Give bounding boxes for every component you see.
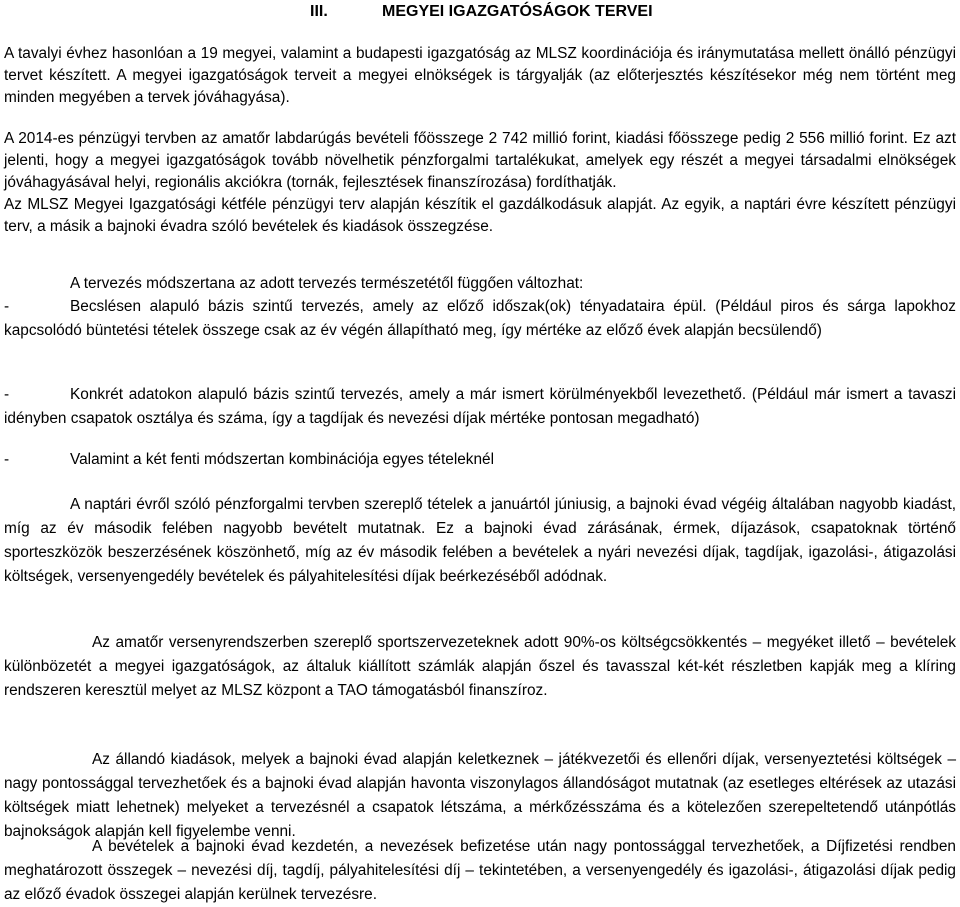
paragraph-revenues: A bevételek a bajnoki évad kezdetén, a nevezések befizetése után nagy pontossággal tervezhetőek, a Díjfizetési rendben meghatározott összegek – nevezési díj, tagdíj, pályahitelesítési díj – tekintetében, a versenyengedély és igazolási-, átigazolási díjak pedig az előző évadok összegei alapján kerülnek tervezésre. [4,838,956,903]
methodology-intro: A tervezés módszertana az adott tervezés természetétől függően változhat: [70,275,584,292]
section-title: MEGYEI IGAZGATÓSÁGOK TERVEI [382,3,653,20]
bullet-item-estimate [4,295,956,343]
bullet-item-combination [4,448,956,472]
bullet-text: Becslésen alapuló bázis szintű tervezés, amely az előző időszak(ok) tényadataira épül. (Például piros és sárga lapokhoz kapcsolódó büntetési tételek összege csak az év végén állapítható meg, így mértéke az előző évek alapján becsülendő) [4,298,956,339]
paragraph-budget-main: A 2014-es pénzügyi tervben az amatőr labdarúgás bevételi főösszege 2 742 millió forint, kiadási főösszege pedig 2 556 millió forint. Ez azt jelenti, hogy a megyei igazgatóságok tovább növelhetik pénzforgalmi tartalékukat, amelyek egy részét a megyei társadalmi elnökségek jóváhagyásával helyi, regionális akciókra (tornák, fejlesztések finanszírozása) fordíthatják. [4,130,956,191]
bullet-text: Konkrét adatokon alapuló bázis szintű tervezés, amely a már ismert körülményekből levezethető. (Például már ismert a tavaszi idényben csapatok osztálya és száma, így a tagdíjak és nevezési díjak mértéke pontosan megadható) [4,386,956,427]
bullet-dash: - [4,451,10,468]
section-number: III. [310,3,328,20]
paragraph-budget [4,128,956,238]
paragraph-fixed-costs: Az állandó kiadások, melyek a bajnoki évad alapján keletkeznek – játékvezetői és ellenőri díjak, versenyeztetési költségek – nagy pontossággal tervezhetőek és a bajnoki évad alapján havonta viszonylagos állandóságot mutatnak (az esetleges eltérések az utazási költségek miatt lehetnek) melyeket a tervezésnél a csapatok létszáma, a mérkőzésszáma és a kötelezően szerepeltetendő utánpótlás bajnokságok alapján kell figyelembe venni. [4,751,956,840]
bullet-dash: - [4,386,10,403]
bullet-dash: - [4,298,10,315]
paragraph-cost-reduction: Az amatőr versenyrendszerben szereplő sportszervezeteknek adott 90%-os költségcsökkentés – megyéket illető – bevételek különbözetét a megyei igazgatóságok, az általuk kiállított számlák alapján őszel és tavasszal két-két részletben kapják meg a klíring rendszeren keresztül melyet az MLSZ központ a TAO támogatásból finanszíroz. [4,634,956,699]
bullet-item-concrete [4,383,956,431]
paragraph-budget-types: Az MLSZ Megyei Igazgatósági kétféle pénzügyi terv alapján készítik el gazdálkodásuk alapját. Az egyik, a naptári évre készített pénzügyi terv, a másik a bajnoki évadra szóló bevételek és kiadások összegzése. [4,196,956,235]
paragraph-methodology [4,272,956,295]
paragraph-intro: A tavalyi évhez hasonlóan a 19 megyei, valamint a budapesti igazgatóság az MLSZ koordinációja és iránymutatása mellett önálló pénzügyi tervet készített. A megyei igazgatóságok terveit a megyei elnökségek is tárgyalják (az előterjesztés készítésekor még nem történt meg minden megyében a tervek jóváhagyása). [4,45,956,106]
section-heading [310,3,653,21]
bullet-text: Valamint a két fenti módszertan kombinációja egyes tételeknél [70,451,495,468]
paragraph-calendar-plan: A naptári évről szóló pénzforgalmi tervben szereplő tételek a januártól júniusig, a bajnoki évad végéig általában nagyobb kiadást, míg az év második felében nagyobb bevételt mutatnak. Ez a bajnoki évad zárásának, érmek, díjazások, csapatoknak történő sporteszközök beszerzésének köszönhető, míg az év második felében a bevételek a nyári nevezési díjak, tagdíjak, igazolási-, átigazolási költségek, versenyengedély bevételek és pályahitelesítési díjak beérkezéséből adódnak. [4,496,956,585]
